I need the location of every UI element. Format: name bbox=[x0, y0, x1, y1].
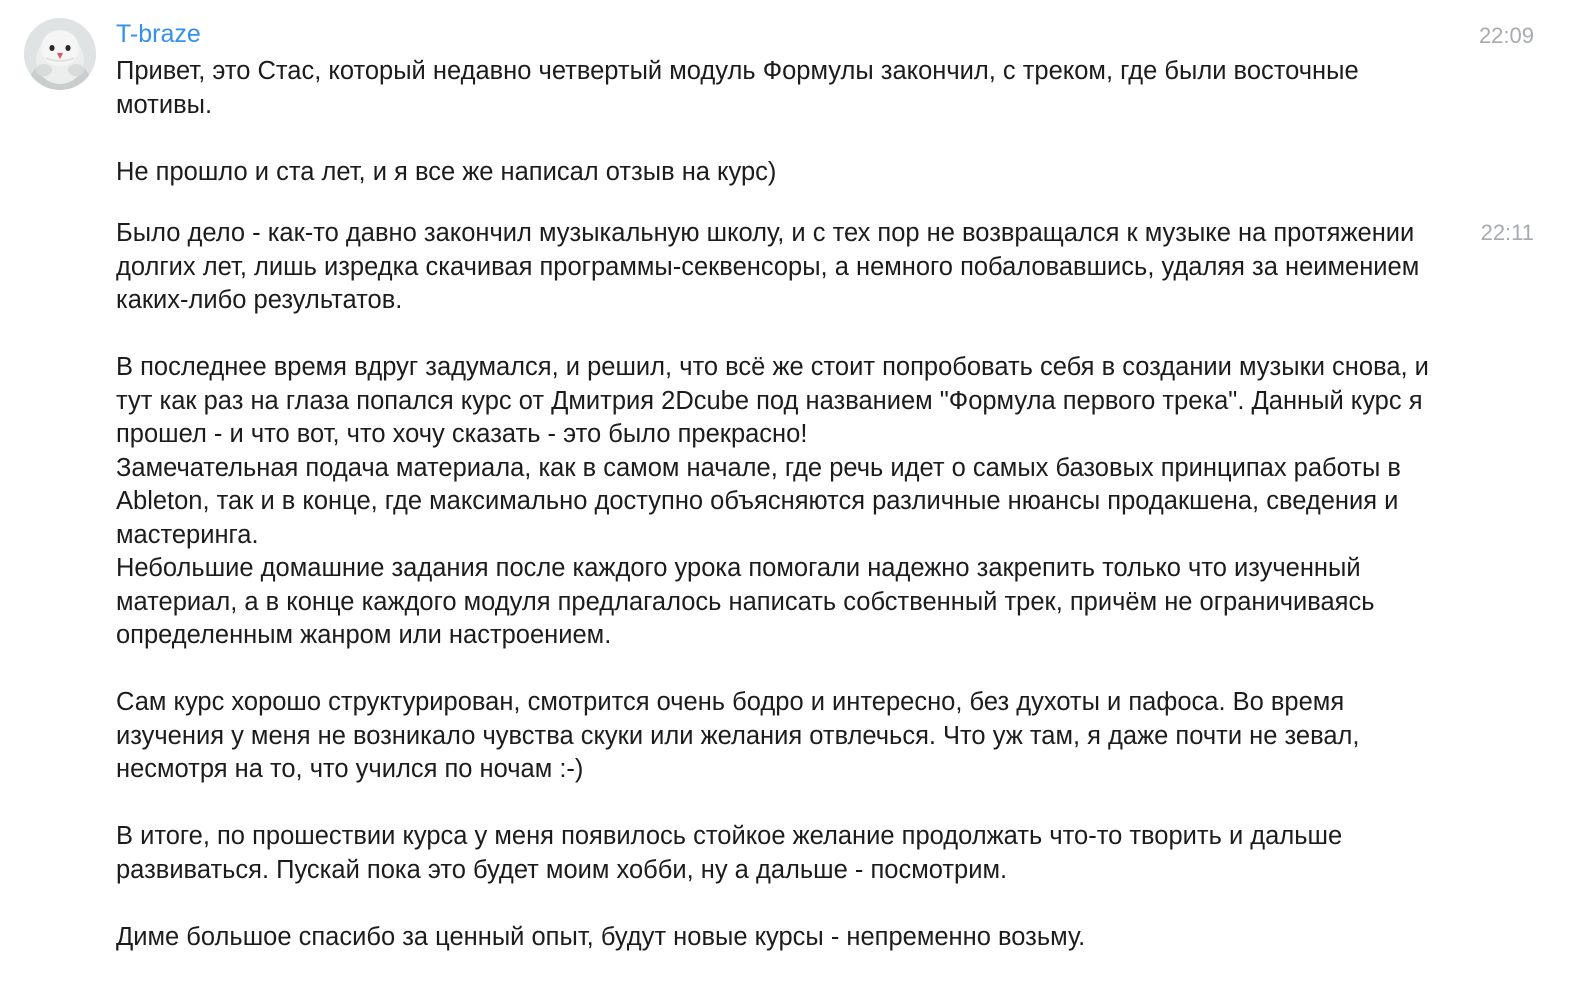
message-time: 22:09 bbox=[1478, 23, 1534, 48]
message-paragraph: В итоге, по прошествии курса у меня появилось стойкое желание продолжать что-то творить и дальше развиваться. Пускай пока это будет моим хобби, ну а дальше - посмотрим. bbox=[116, 822, 1343, 884]
message-paragraph: В последнее время вдруг задумался, и решил, что всё же стоит попробовать себя в создании музыки снова, и тут как раз на глаза попался курс от Дмитрия 2Dcube под названием "Формула первого трека". Данный курс я прошел - и что вот, что хочу сказать - это было прекрасно! bbox=[116, 353, 1429, 448]
message-paragraph: Не прошло и ста лет, и я все же написал отзыв на курс) bbox=[116, 157, 777, 186]
bird-avatar-icon bbox=[24, 18, 96, 90]
message-paragraph: Диме большое спасибо за ценный опыт, будут новые курсы - непременно возьму. bbox=[116, 922, 1086, 951]
message-time: 22:11 bbox=[1480, 220, 1534, 245]
sender-name[interactable]: T-braze bbox=[116, 20, 201, 48]
avatar[interactable] bbox=[24, 18, 96, 90]
message-paragraph: Было дело - как-то давно закончил музыкальную школу, и с тех пор не возвращался к музыке на протяжении долгих лет, лишь изредка скачивая программы-секвенсоры, а немного побаловавшись, удаляя за неимением каких-либо результатов. bbox=[116, 219, 1420, 314]
message-text bbox=[116, 55, 1446, 189]
message-paragraph: Привет, это Стас, который недавно четвертый модуль Формулы закончил, с треком, где были восточные мотивы. bbox=[116, 57, 1359, 119]
message-text bbox=[116, 217, 1446, 954]
message-paragraph: Небольшие домашние задания после каждого урока помогали надежно закрепить только что изученный материал, а в конце каждого модуля предлагалось написать собственный трек, причём не ограничиваясь определенным жанром или настроением. bbox=[116, 554, 1375, 649]
message-paragraph: Сам курс хорошо структурирован, смотрится очень бодро и интересно, без духоты и пафоса. Во время изучения у меня не возникало чувства скуки или желания отвлечься. Что уж там, я даже почти не зевал, несмотря на то, что учился по ночам :-) bbox=[116, 688, 1360, 783]
message-paragraph: Замечательная подача материала, как в самом начале, где речь идет о самых базовых принципах работы в Ableton, так и в конце, где максимально доступно объясняются различные нюансы продакшена, сведения и мастеринга. bbox=[116, 453, 1401, 549]
